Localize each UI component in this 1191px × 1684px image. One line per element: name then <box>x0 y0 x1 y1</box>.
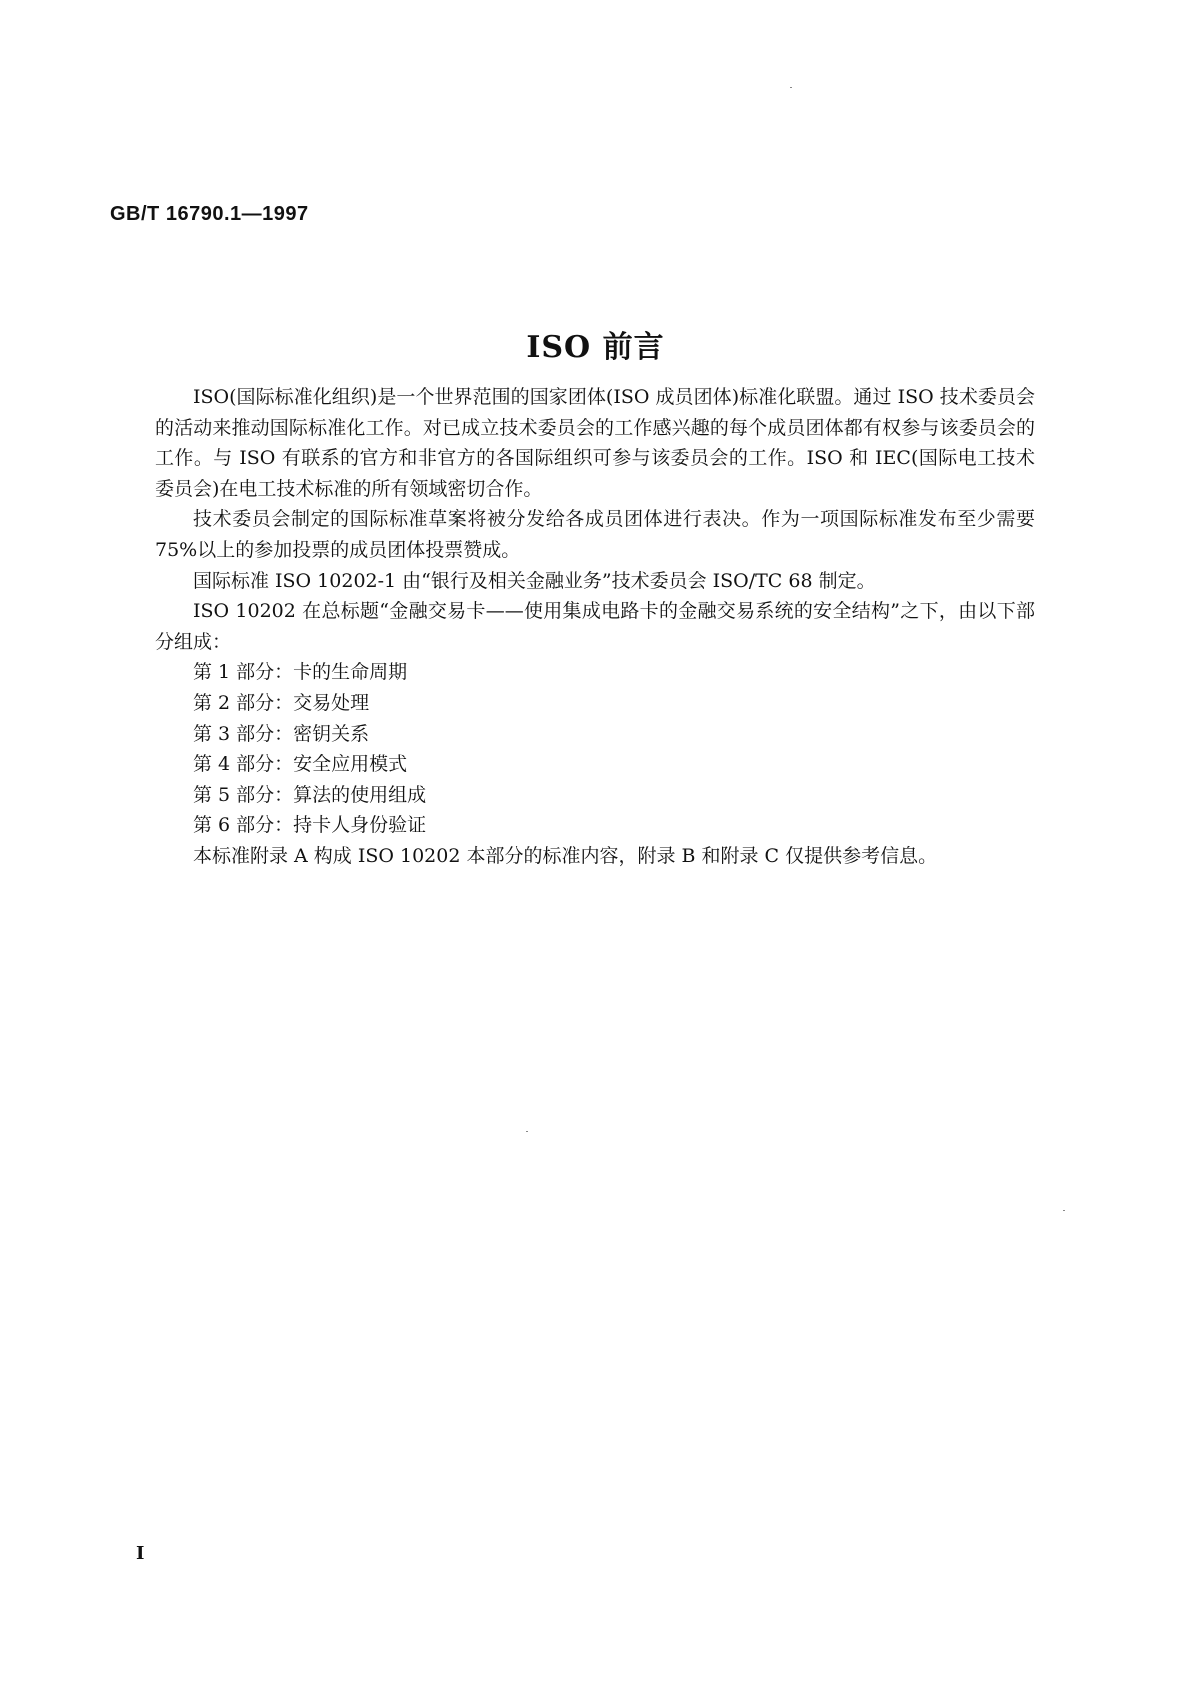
scan-speck <box>790 87 792 88</box>
paragraph-iso-intro: ISO(国际标准化组织)是一个世界范围的国家团体(ISO 成员团体)标准化联盟。通过 ISO 技术委员会的活动来推动国际标准化工作。对已成立技术委员会的工作感兴趣的每个成员团体都有权参与该委员会的工作。与 ISO 有联系的官方和非官方的各国际组织可参与该委员会的工作。ISO 和 IEC(国际电工技术委员会)在电工技术标准的所有领域密切合作。 <box>155 386 1035 500</box>
scan-speck <box>526 1131 528 1132</box>
part-list-item: 第 6 部分：持卡人身份验证 <box>193 814 427 837</box>
part-list-item: 第 3 部分：密钥关系 <box>193 722 370 745</box>
paragraph-structure: ISO 10202 在总标题“金融交易卡——使用集成电路卡的金融交易系统的安全结构”之下，由以下部分组成： <box>155 600 1035 653</box>
scan-speck <box>1063 1210 1065 1211</box>
paragraph-voting: 技术委员会制定的国际标准草案将被分发给各成员团体进行表决。作为一项国际标准发布至少需要 75%以上的参加投票的成员团体投票赞成。 <box>155 508 1035 561</box>
part-list-item: 第 5 部分：算法的使用组成 <box>193 783 427 806</box>
standard-code: GB/T 16790.1—1997 <box>110 203 309 225</box>
paragraph-tc68: 国际标准 ISO 10202-1 由“银行及相关金融业务”技术委员会 ISO/TC 68 制定。 <box>193 569 876 592</box>
page-number: I <box>136 1543 145 1564</box>
page-title: ISO 前言 <box>526 330 665 365</box>
part-list-item: 第 1 部分：卡的生命周期 <box>193 661 408 684</box>
paragraph-annex-note: 本标准附录 A 构成 ISO 10202 本部分的标准内容，附录 B 和附录 C 仅提供参考信息。 <box>193 844 938 867</box>
part-list-item: 第 2 部分：交易处理 <box>193 691 370 714</box>
part-list-item: 第 4 部分：安全应用模式 <box>193 753 408 776</box>
document-body <box>155 382 1035 872</box>
